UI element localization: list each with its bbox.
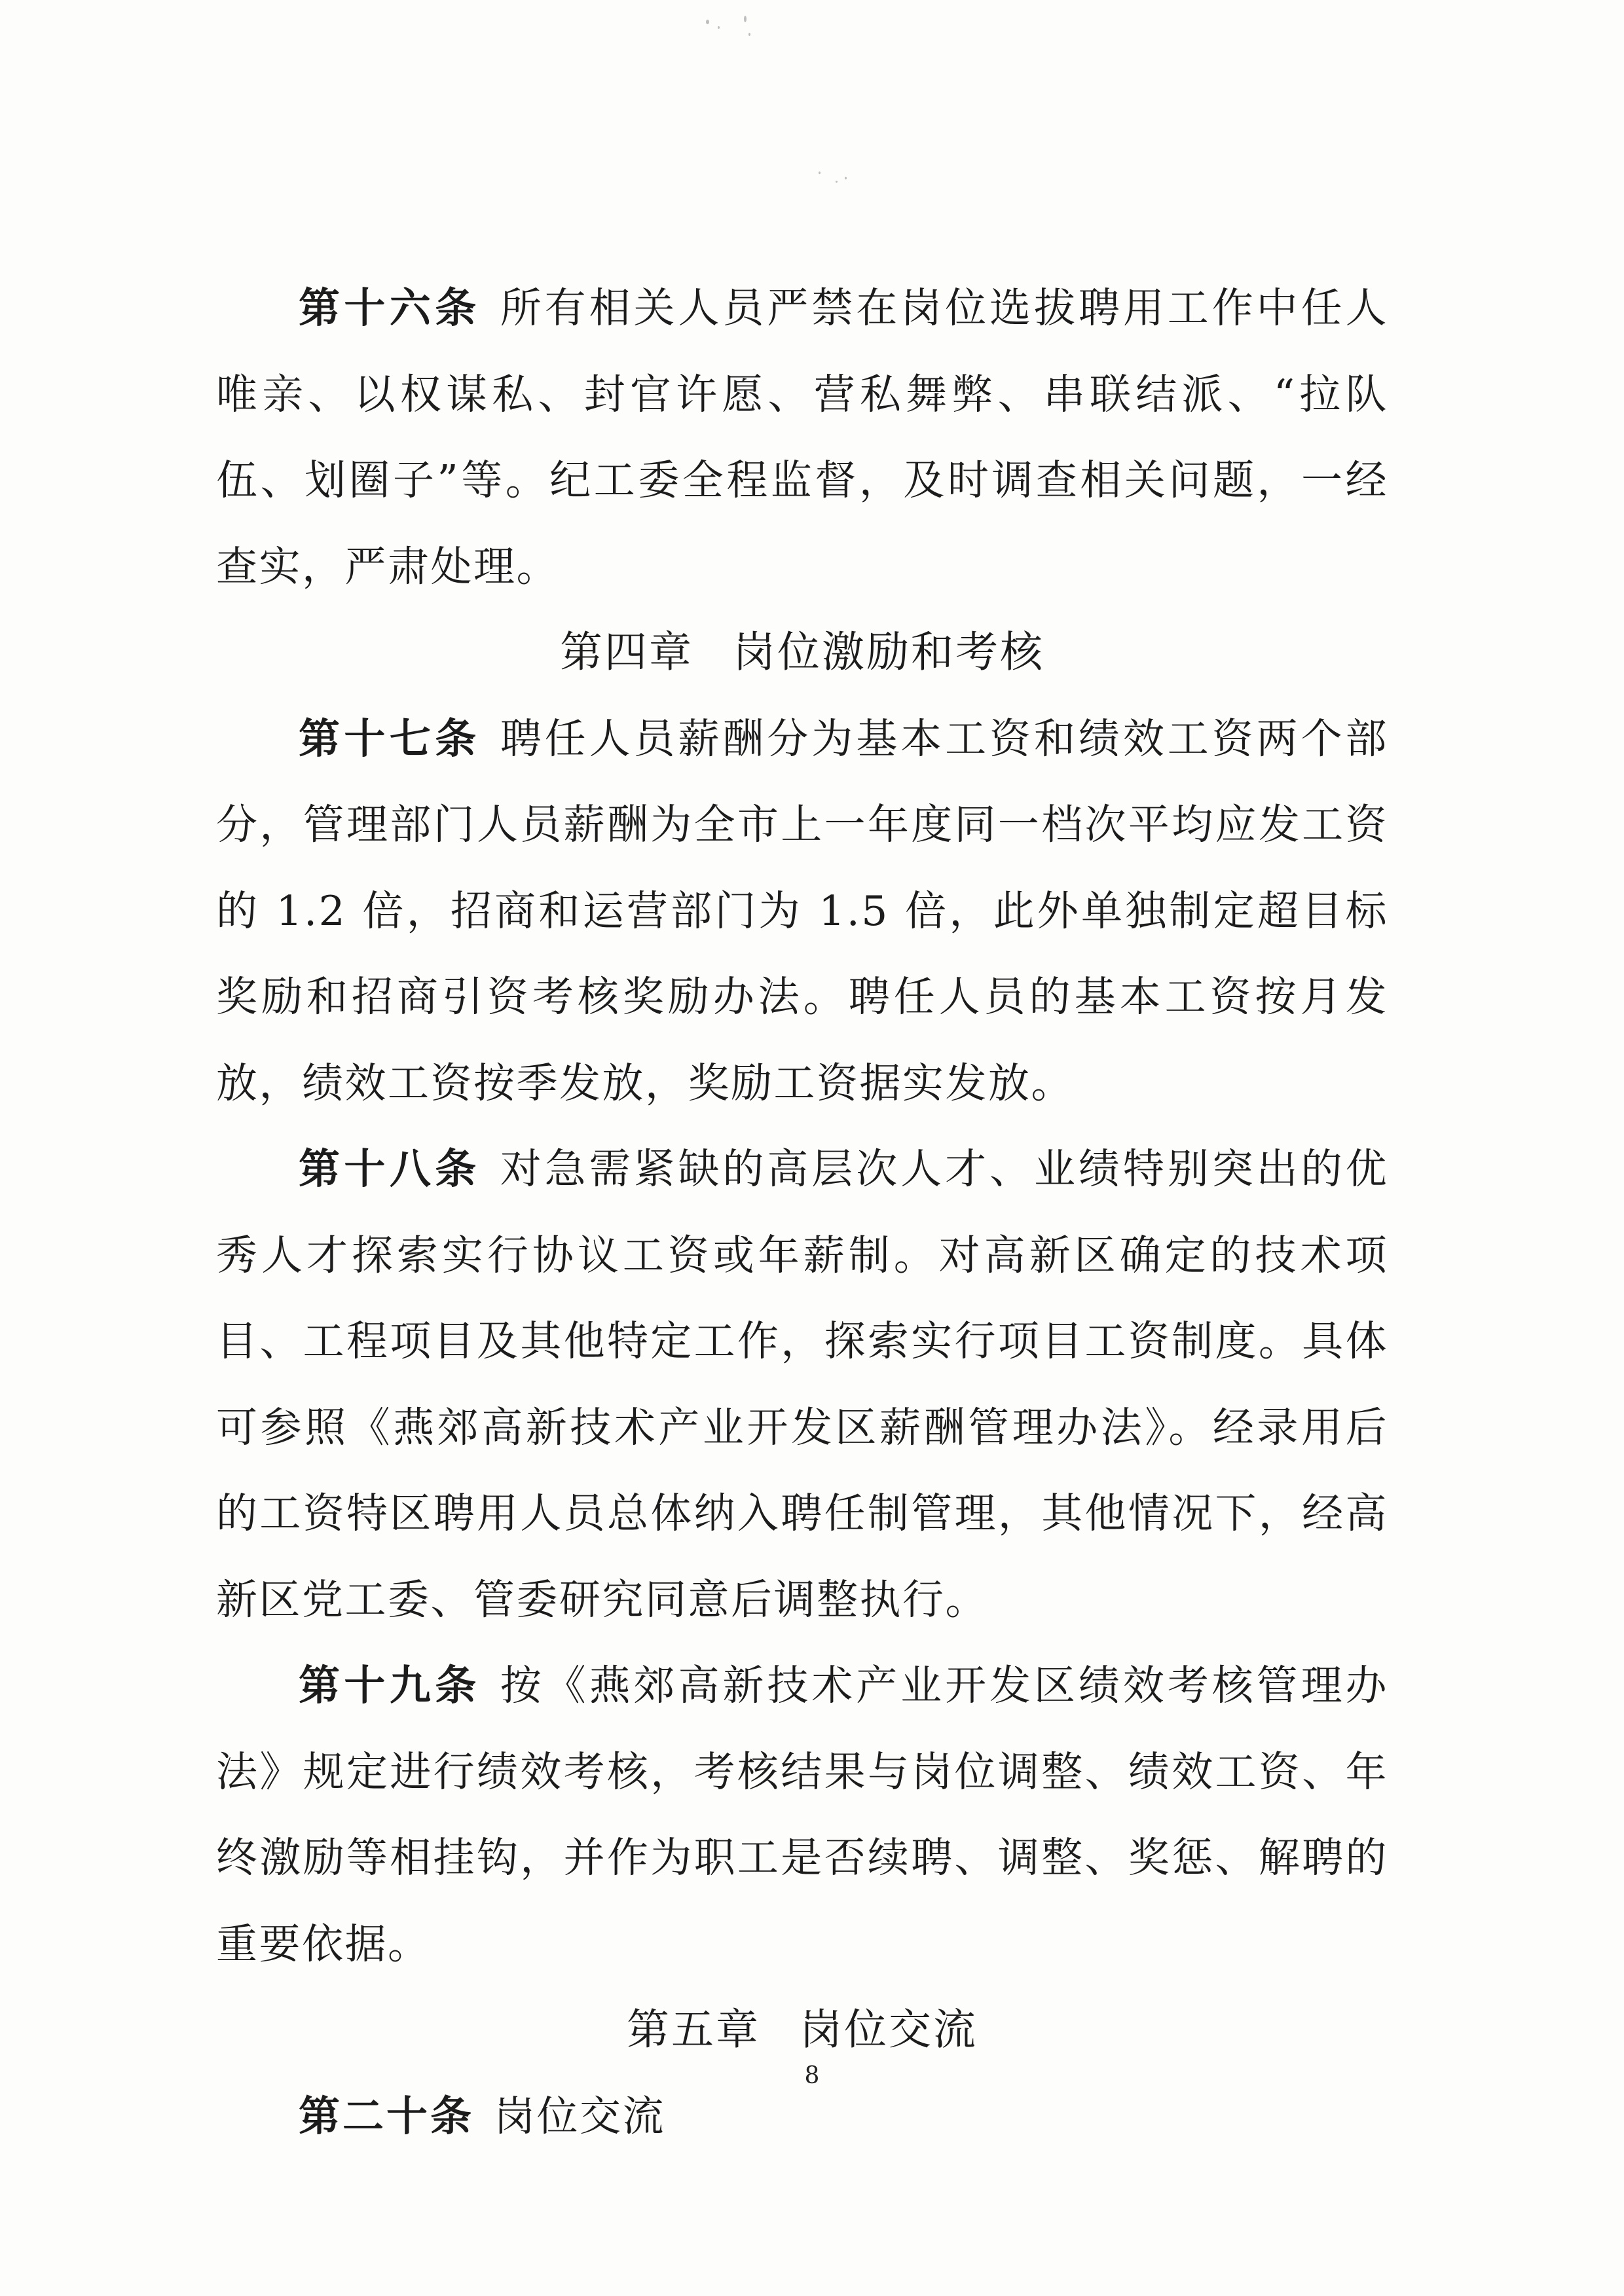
article-19 [216, 1643, 1388, 1987]
article-16 [216, 265, 1388, 610]
article-number: 第十六条 [299, 284, 481, 332]
article-number: 第十八条 [299, 1145, 481, 1193]
chapter-title: 岗位激励和考核 [733, 628, 1045, 677]
article-text: 岗位交流 [494, 2092, 665, 2140]
scan-speck [748, 33, 750, 36]
chapter-title: 岗位交流 [800, 2005, 978, 2054]
chapter-number: 第四章 [559, 628, 693, 677]
article-number: 第十七条 [299, 714, 481, 763]
page-number: 8 [804, 2062, 820, 2089]
scan-speck [706, 20, 709, 24]
scan-speck [819, 172, 821, 174]
scan-speck [744, 16, 747, 22]
document-body [216, 265, 1388, 2159]
chapter-5-heading [216, 1987, 1388, 2073]
scan-speck [718, 26, 720, 29]
article-number: 第二十条 [299, 2092, 474, 2140]
chapter-number: 第五章 [626, 2005, 760, 2054]
scan-speck [836, 181, 838, 183]
article-17 [216, 696, 1388, 1127]
article-text: 按《燕郊高新技术产业开发区绩效考核管理办法》规定进行绩效考核，考核结果与岗位调整、绩效工资、年终激励等相挂钩，并作为职工是否续聘、调整、奖惩、解聘的重要依据。 [216, 1662, 1389, 1968]
scan-speck [845, 177, 847, 179]
chapter-4-heading [216, 610, 1388, 696]
article-text: 对急需紧缺的高层次人才、业绩特别突出的优秀人才探索实行协议工资或年薪制。对高新区确定的技术项目、工程项目及其他特定工作，探索实行项目工资制度。具体可参照《燕郊高新技术产业开发区薪酬管理办法》。经录用后的工资特区聘用人员总体纳入聘任制管理，其他情况下，经高新区党工委、管委研究同意后调整执行。 [216, 1145, 1389, 1624]
article-number: 第十九条 [299, 1662, 481, 1709]
article-text: 聘任人员薪酬分为基本工资和绩效工资两个部分，管理部门人员薪酬为全市上一年度同一档次平均应发工资的 1.2 倍，招商和运营部门为 1.5 倍，此外单独制定超目标奖励和招商引资考核奖励办法。聘任人员的基本工资按月发放，绩效工资按季发放，奖励工资据实发放。 [216, 714, 1389, 1107]
article-18 [216, 1126, 1388, 1643]
article-text: 所有相关人员严禁在岗位选拔聘用工作中任人唯亲、以权谋私、封官许愿、营私舞弊、串联结派、“拉队伍、划圈子”等。纪工委全程监督，及时调查相关问题，一经查实，严肃处理。 [216, 284, 1389, 591]
